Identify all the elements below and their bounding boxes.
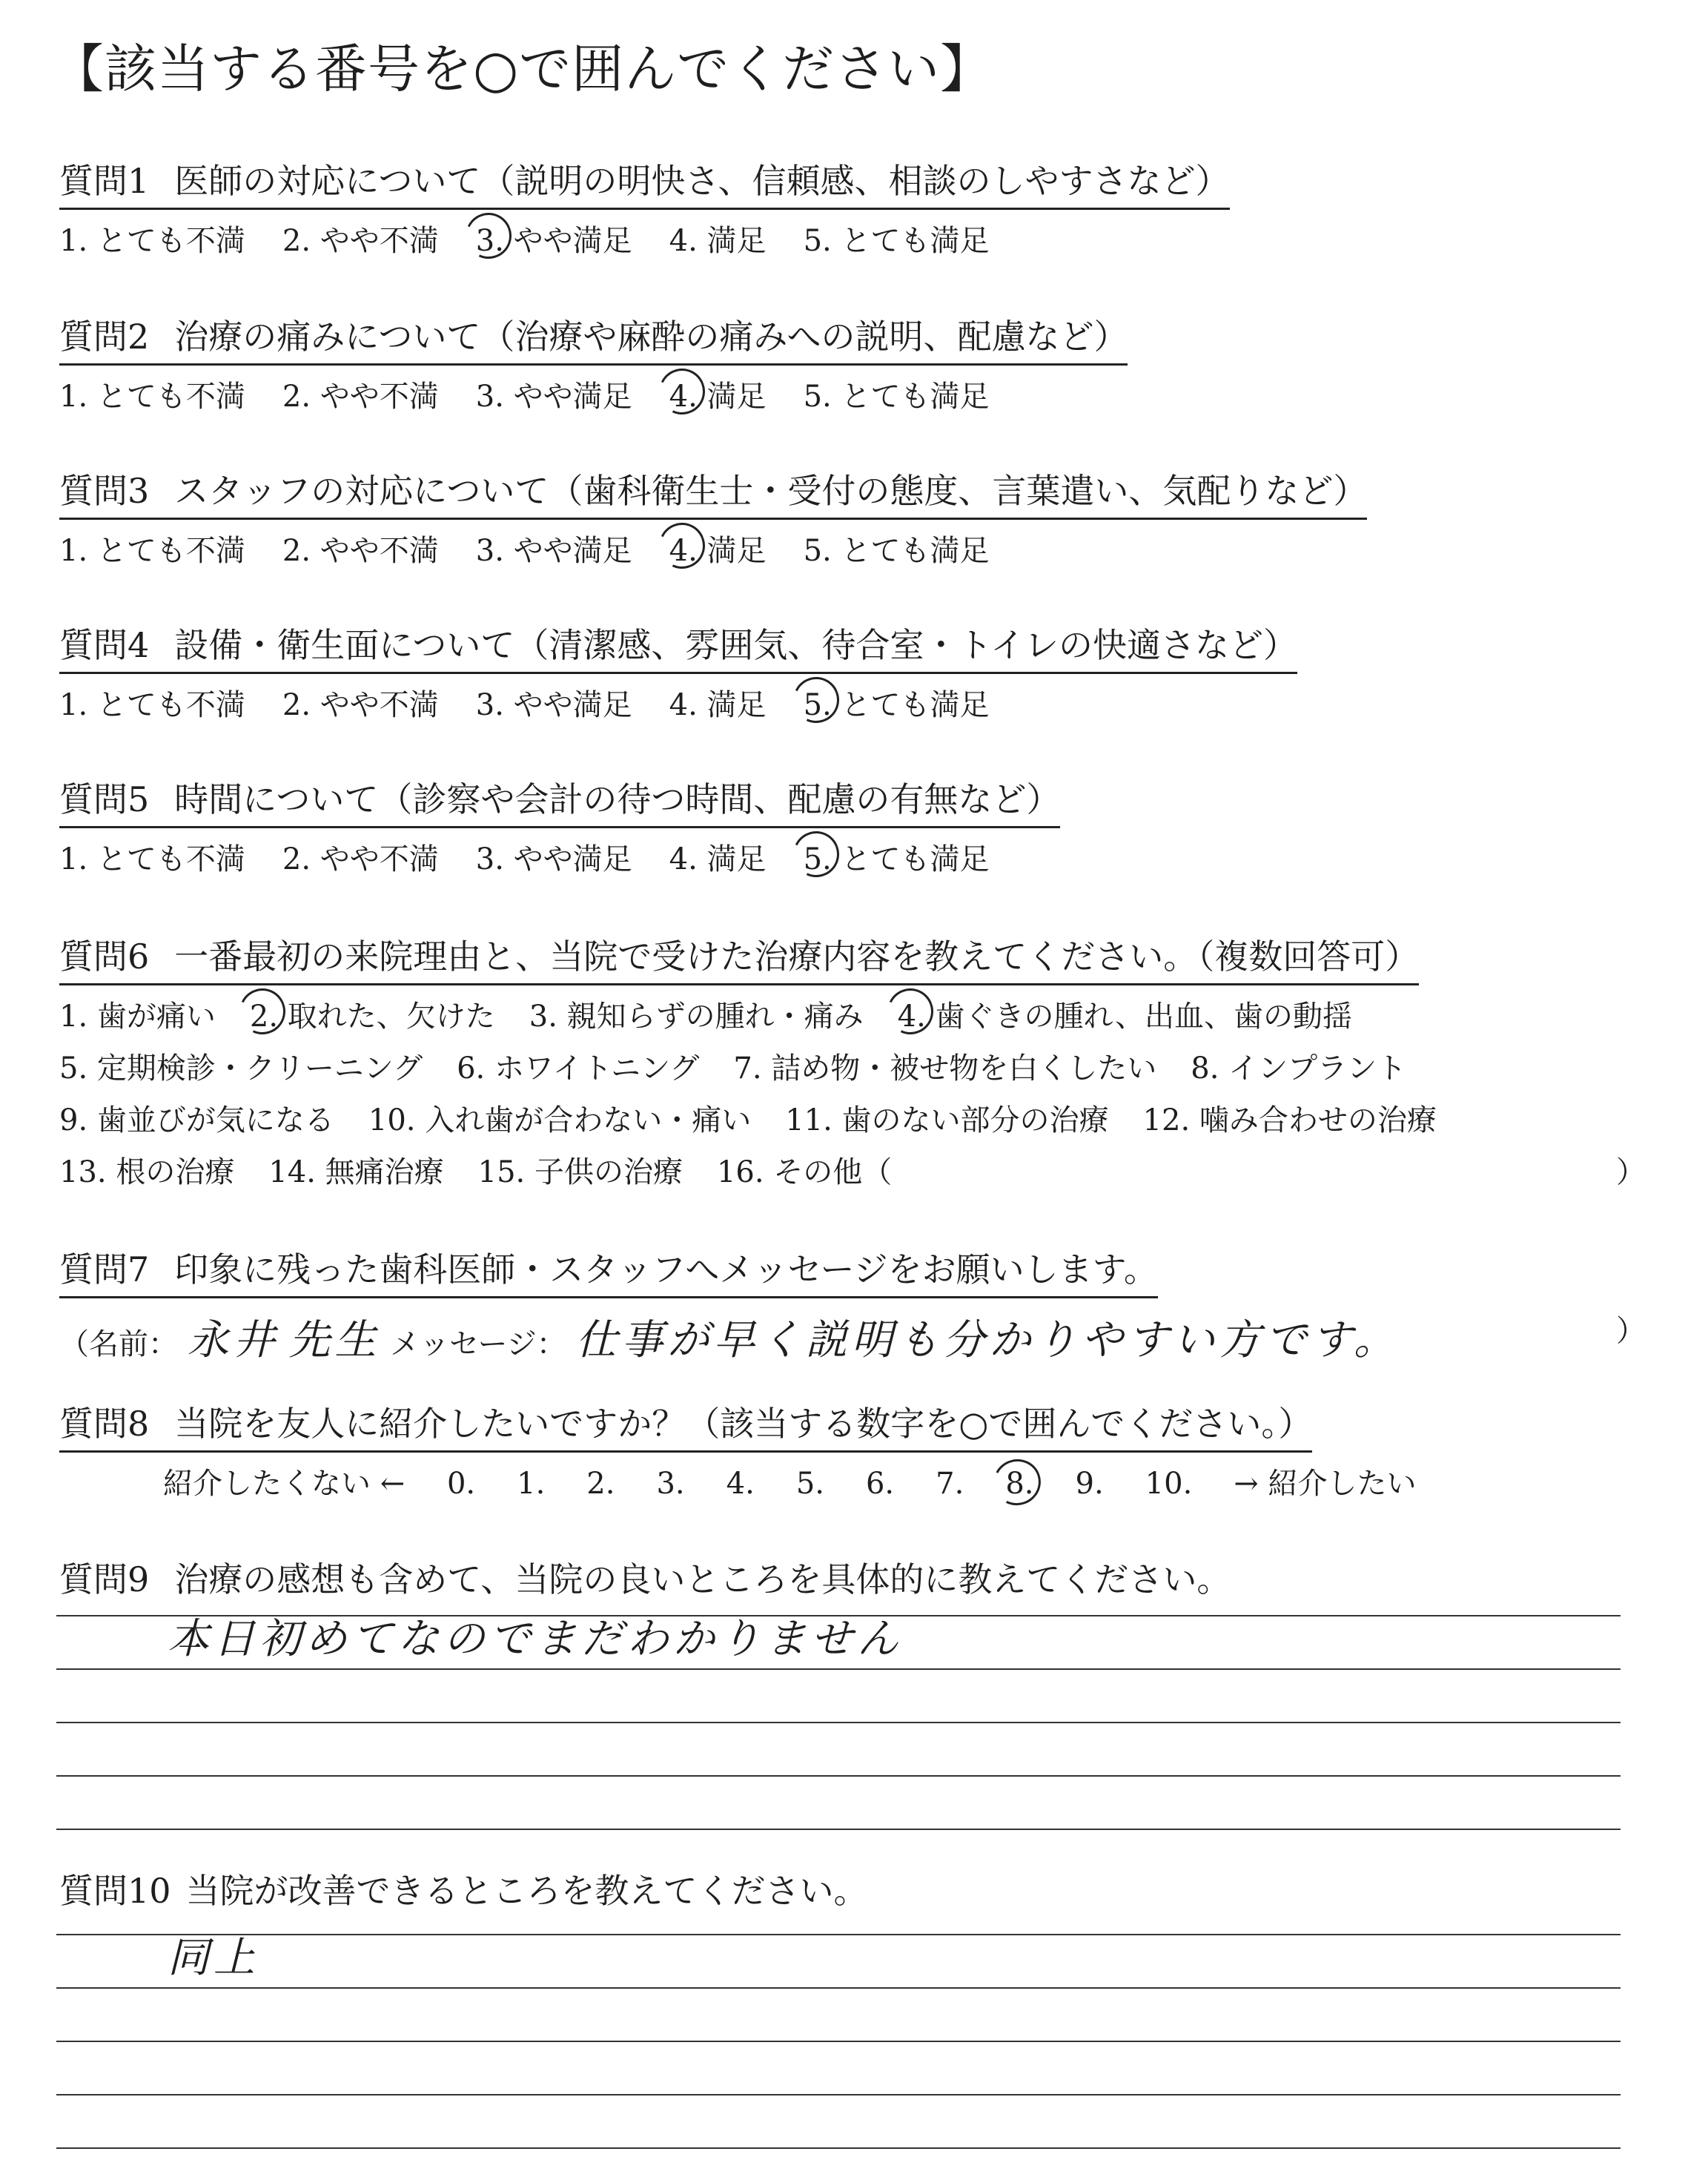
options-row — [59, 993, 1646, 1045]
rating-option[interactable]: 4. 満足 — [669, 688, 767, 722]
question-10-answer-lines[interactable] — [56, 1882, 1621, 2149]
question-2 — [59, 310, 1646, 415]
question-text: 一番最初の来院理由と、当院で受けた治療内容を教えてください。（複数回答可） — [174, 937, 1420, 977]
hand-drawn-circle — [787, 670, 845, 729]
answer-line[interactable] — [56, 1616, 1621, 1670]
question-number: 質問9 — [59, 1559, 150, 1599]
question-5 — [59, 773, 1646, 878]
hand-drawn-circle — [787, 825, 845, 883]
scale-value: 10. — [1145, 1467, 1193, 1501]
rating-option[interactable]: 5. とても満足 — [804, 681, 990, 724]
honorific: 先生 — [288, 1316, 381, 1364]
treatment-option[interactable]: 2. 取れた、欠けた — [250, 993, 495, 1035]
answer-text: 本日初めてなのでまだわかりません — [168, 1615, 903, 1663]
hand-drawn-circle — [652, 516, 711, 575]
rating-option[interactable]: 3. やや満足 — [475, 688, 632, 722]
rating-option[interactable]: 2. やや不満 — [282, 688, 439, 722]
question-number: 質問6 — [59, 937, 150, 977]
question-text: 当院を友人に紹介したいですか？（該当する数字を○で囲んでください。） — [174, 1404, 1313, 1444]
scale-option[interactable] — [1145, 1467, 1206, 1501]
rating-option[interactable]: 1. とても不満 — [59, 534, 245, 568]
treatment-option[interactable]: 1. 歯が痛い — [59, 1000, 216, 1034]
question-4 — [59, 618, 1646, 724]
question-heading — [59, 618, 1297, 674]
scale-value: 6. — [865, 1467, 895, 1501]
answer-line[interactable] — [56, 2095, 1621, 2149]
scale-value: 5. — [795, 1467, 824, 1501]
question-number: 質問7 — [59, 1249, 150, 1289]
rating-option[interactable]: 3. やや満足 — [475, 534, 632, 568]
treatment-option[interactable]: 9. 歯並びが気になる — [59, 1103, 334, 1137]
question-number: 質問10 — [59, 1871, 171, 1911]
question-heading — [59, 310, 1128, 366]
question-heading — [59, 154, 1230, 210]
question-heading — [59, 773, 1060, 828]
answer-line[interactable] — [56, 1935, 1621, 1989]
treatment-option[interactable]: 12. 噛み合わせの治療 — [1142, 1103, 1437, 1137]
name-label: （名前： — [59, 1327, 178, 1361]
question-6-heading — [59, 930, 1419, 985]
question-1 — [59, 154, 1646, 260]
answer-text: 同上 — [168, 1934, 259, 1982]
treatment-option[interactable]: 15. 子供の治療 — [477, 1155, 683, 1189]
rating-option[interactable]: 2. やや不満 — [282, 224, 439, 258]
treatment-option[interactable]: 14. 無痛治療 — [268, 1155, 444, 1189]
rating-option[interactable]: 1. とても不満 — [59, 224, 245, 258]
question-number: 質問1 — [59, 161, 150, 201]
scale-option[interactable] — [866, 1467, 907, 1501]
treatment-option[interactable]: 3. 親知らずの腫れ・痛み — [529, 1000, 864, 1034]
question-number: 質問3 — [59, 471, 150, 511]
question-8 — [59, 1397, 1646, 1502]
question-text: 時間について（診察や会計の待つ時間、配慮の有無など） — [174, 779, 1061, 819]
scale-option[interactable] — [656, 1467, 698, 1501]
question-heading — [59, 464, 1367, 520]
question-7 — [59, 1243, 1646, 1364]
treatment-option[interactable]: 16. その他（ — [716, 1155, 893, 1189]
question-9-answer-lines[interactable] — [56, 1563, 1621, 1830]
close-paren: ） — [1616, 1314, 1646, 1348]
options-row — [59, 1149, 1646, 1200]
treatment-option[interactable]: 10. 入れ歯が合わない・痛い — [368, 1103, 752, 1137]
question-6-options — [59, 993, 1646, 1200]
rating-option[interactable]: 1. とても不満 — [59, 688, 245, 722]
scale-value: 8. — [1005, 1467, 1034, 1501]
rating-option[interactable]: 1. とても不満 — [59, 380, 245, 414]
scale-option[interactable] — [796, 1467, 838, 1501]
question-number: 質問5 — [59, 779, 150, 819]
hand-drawn-circle — [652, 362, 711, 420]
message-line[interactable] — [59, 1307, 1646, 1364]
rating-options — [59, 681, 1646, 724]
question-text: 設備・衛生面について（清潔感、雰囲気、待合室・トイレの快適さなど） — [174, 625, 1298, 665]
rating-option[interactable]: 2. やや不満 — [282, 534, 439, 568]
rating-option[interactable]: 3. やや満足 — [476, 217, 632, 260]
rating-option[interactable]: 4. 満足 — [669, 373, 767, 415]
scale-value: 2. — [586, 1467, 615, 1501]
scale-option[interactable] — [447, 1467, 489, 1501]
treatment-option[interactable]: 11. 歯のない部分の治療 — [785, 1103, 1109, 1137]
rating-option[interactable]: 4. 満足 — [669, 527, 767, 569]
treatment-option[interactable]: 8. インプラント — [1191, 1051, 1407, 1086]
rating-option[interactable]: 2. やや不満 — [282, 380, 439, 414]
answer-line[interactable] — [56, 1882, 1621, 1935]
options-row — [59, 1097, 1646, 1149]
question-text: スタッフの対応について（歯科衛生士・受付の態度、言葉遣い、気配りなど） — [174, 471, 1368, 511]
scale-value: 3. — [656, 1467, 685, 1501]
answer-line[interactable] — [56, 1670, 1621, 1723]
question-6 — [59, 930, 1646, 1200]
rating-options — [59, 217, 1646, 260]
scale-value: 4. — [726, 1467, 755, 1501]
scale-value: 9. — [1075, 1467, 1104, 1501]
scale-option[interactable] — [1076, 1467, 1117, 1501]
hand-drawn-circle — [233, 982, 291, 1040]
scale-option[interactable] — [586, 1467, 628, 1501]
rating-option[interactable]: 5. とても満足 — [803, 224, 990, 258]
rating-options — [59, 836, 1646, 878]
question-7-heading — [59, 1243, 1158, 1298]
question-3 — [59, 464, 1646, 569]
rating-options — [59, 373, 1646, 415]
message-label: メッセージ： — [390, 1327, 566, 1361]
question-text: 当院が改善できるところを教えてください。 — [185, 1871, 868, 1911]
scale-left-label: 紹介したくない ← — [163, 1467, 406, 1501]
rating-option[interactable]: 2. やや不満 — [282, 842, 439, 876]
rating-option[interactable]: 5. とても満足 — [803, 380, 990, 414]
rating-options — [59, 527, 1646, 569]
options-row — [59, 1045, 1646, 1097]
referral-scale — [59, 1460, 1646, 1502]
treatment-option[interactable]: 6. ホワイトニング — [457, 1051, 700, 1086]
scale-option[interactable] — [726, 1467, 768, 1501]
question-8-heading — [59, 1397, 1312, 1453]
name-value: 永井 — [187, 1316, 279, 1364]
rating-option[interactable]: 4. 満足 — [669, 842, 767, 876]
scale-option[interactable] — [1005, 1467, 1047, 1501]
rating-option[interactable]: 3. やや満足 — [475, 842, 632, 876]
scale-option[interactable] — [936, 1467, 977, 1501]
answer-line[interactable] — [56, 1989, 1621, 2042]
rating-option[interactable]: 5. とても満足 — [804, 836, 990, 878]
treatment-option[interactable]: 7. 詰め物・被せ物を白くしたい — [733, 1051, 1157, 1086]
hand-drawn-circle — [881, 982, 939, 1040]
question-text: 印象に残った歯科医師・スタッフへメッセージをお願いします。 — [174, 1249, 1158, 1289]
scale-right-label: → 紹介したい — [1234, 1467, 1417, 1501]
scale-value: 7. — [936, 1467, 964, 1501]
question-text: 医師の対応について（説明の明快さ、信頼感、相談のしやすさなど） — [174, 161, 1230, 201]
answer-line[interactable] — [56, 1723, 1621, 1777]
scale-value: 1. — [517, 1467, 546, 1501]
question-number: 質問2 — [59, 317, 150, 357]
answer-line[interactable] — [56, 2042, 1621, 2095]
hand-drawn-circle — [459, 206, 517, 265]
question-number: 質問4 — [59, 625, 150, 665]
treatment-option[interactable]: 13. 根の治療 — [59, 1155, 235, 1189]
rating-option[interactable]: 4. 満足 — [669, 224, 767, 258]
answer-line[interactable] — [56, 1777, 1621, 1830]
scale-option[interactable] — [517, 1467, 558, 1501]
scale-value: 0. — [446, 1467, 476, 1501]
message-value: 仕事が早く説明も分かりやすい方です。 — [575, 1316, 1400, 1364]
treatment-option[interactable]: 5. 定期検診・クリーニング — [59, 1051, 423, 1086]
close-paren: ） — [1616, 1155, 1646, 1189]
question-text: 治療の感想も含めて、当院の良いところを具体的に教えてください。 — [174, 1559, 1231, 1599]
rating-option[interactable]: 3. やや満足 — [475, 380, 632, 414]
rating-option[interactable]: 5. とても満足 — [803, 534, 990, 568]
question-text: 治療の痛みについて（治療や麻酔の痛みへの説明、配慮など） — [174, 317, 1128, 357]
page-title: 【該当する番号を○で囲んでください】 — [52, 39, 993, 99]
rating-option[interactable]: 1. とても不満 — [59, 842, 245, 876]
treatment-option[interactable]: 4. 歯ぐきの腫れ、出血、歯の動揺 — [898, 993, 1352, 1035]
question-number: 質問8 — [59, 1404, 150, 1444]
